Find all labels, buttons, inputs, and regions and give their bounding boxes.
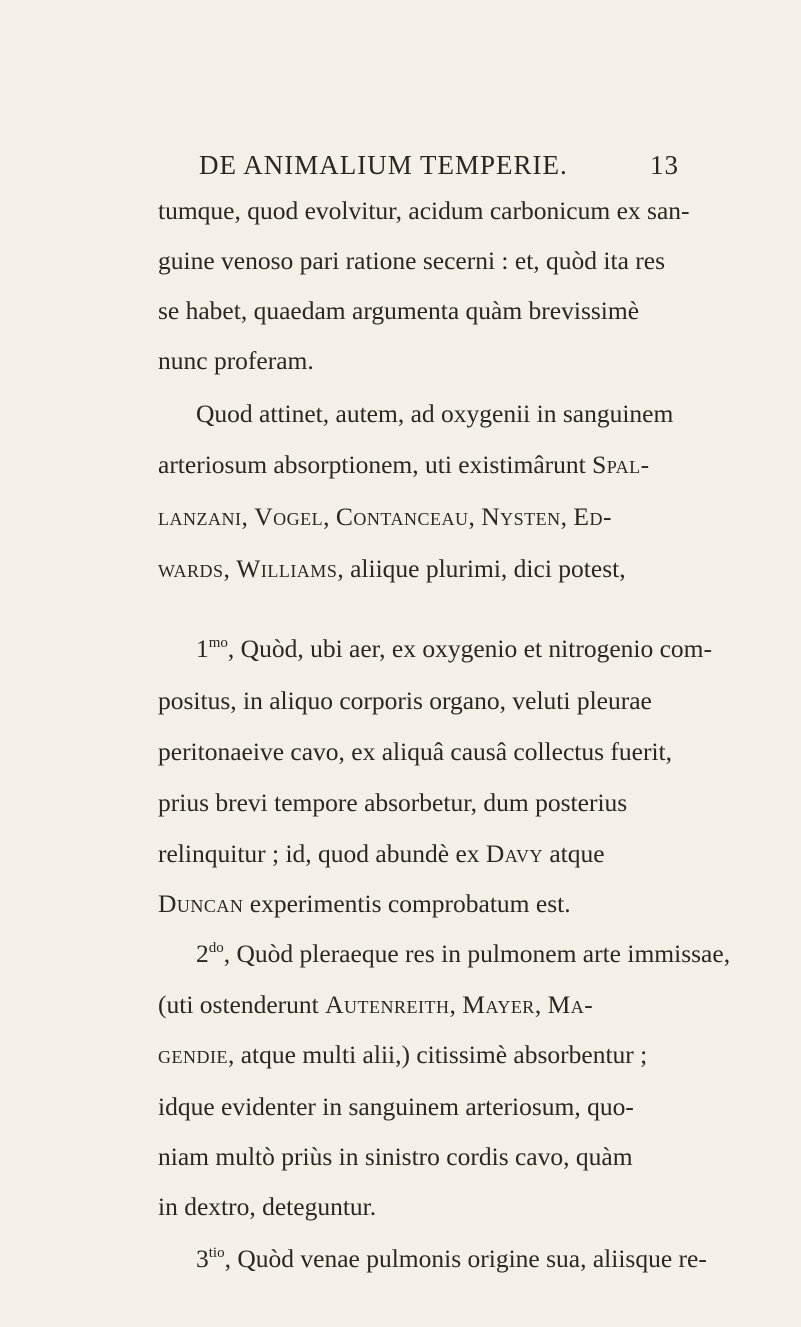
text-line: positus, in aliquo corporis organo, veluti pleurae: [158, 686, 652, 715]
text-line: prius brevi tempore absorbetur, dum posterius: [158, 788, 628, 817]
text-line: niam multò priùs in sinistro cordis cavo, quàm: [158, 1142, 633, 1171]
text-line: Quod attinet, autem, ad oxygenii in sanguinem: [196, 399, 674, 428]
text-line: $3^{tio}$, Quòd venae pulmonis origine sua, aliisque re-: [196, 1244, 707, 1273]
text-line: relinquitur ; id, quod abundè ex Davy atque: [158, 839, 605, 868]
text-line: arteriosum absorptionem, uti existimârunt Spal-: [158, 450, 650, 479]
text-line: Duncan experimentis comprobatum est.: [158, 889, 571, 918]
text-line: (uti ostenderunt Autenreith, Mayer, Ma-: [158, 990, 594, 1019]
page-number: 13: [650, 150, 679, 180]
text-line: in dextro, deteguntur.: [158, 1192, 377, 1221]
text-line: wards, Williams, aliique plurimi, dici potest,: [158, 554, 626, 583]
running-head: [199, 150, 679, 186]
running-title: DE ANIMALIUM TEMPERIE.: [199, 150, 568, 180]
text-line: $1^{mo}$, Quòd, ubi aer, ex oxygenio et nitrogenio com-: [196, 634, 712, 663]
text-line: nunc proferam.: [158, 346, 314, 375]
text-line: lanzani, Vogel, Contanceau, Nysten, Ed-: [158, 502, 612, 531]
text-line: gendie, atque multi alii,) citissimè absorbentur ;: [158, 1040, 648, 1069]
text-line: idque evidenter in sanguinem arteriosum, quo-: [158, 1092, 634, 1121]
text-line: se habet, quaedam argumenta quàm brevissimè: [158, 296, 640, 325]
text-line: peritonaeive cavo, ex aliquâ causâ collectus fuerit,: [158, 737, 673, 766]
text-line: $2^{do}$, Quòd pleraeque res in pulmonem arte immissae,: [196, 939, 731, 968]
text-line: guine venoso pari ratione secerni : et, quòd ita res: [158, 246, 665, 275]
text-line: tumque, quod evolvitur, acidum carbonicum ex san-: [158, 196, 690, 225]
